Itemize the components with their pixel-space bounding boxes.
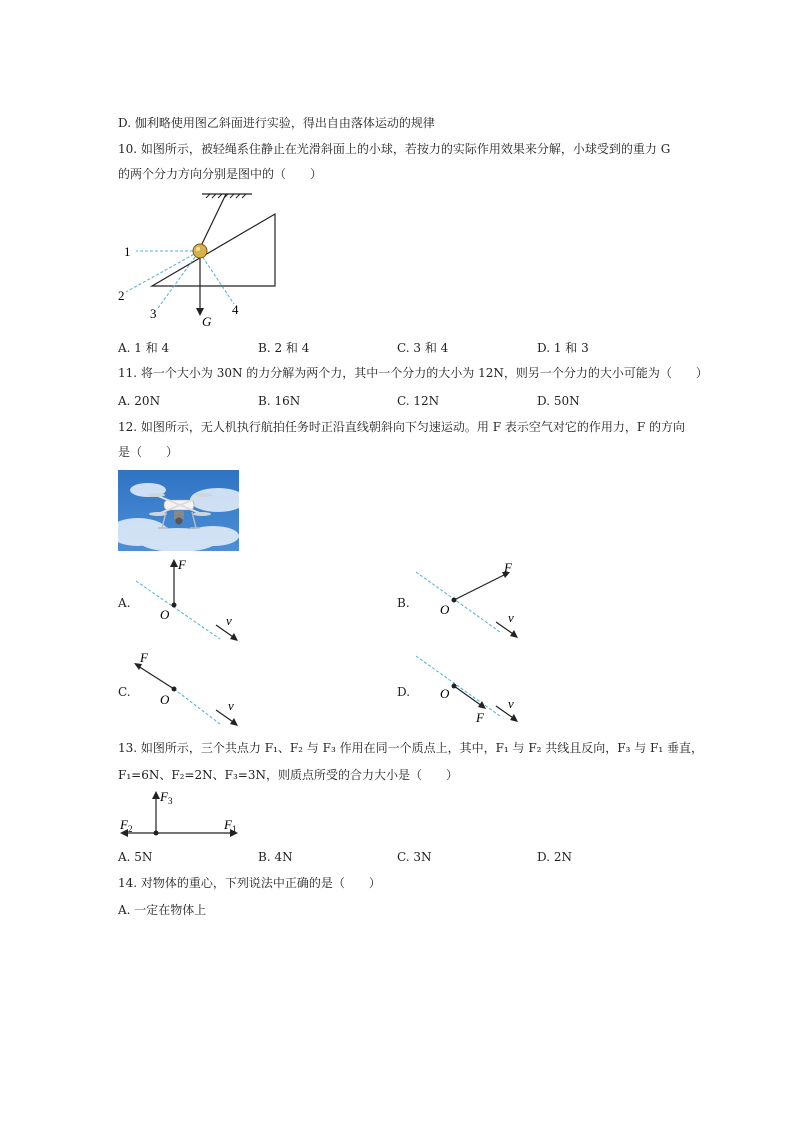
q11-option-d[interactable]: D. 50N: [537, 394, 580, 408]
q10-label-1: 1: [124, 244, 131, 259]
q13-label-f3: F: [160, 789, 168, 804]
q10-label-2: 2: [118, 288, 125, 303]
q13-stem-line1: 13. 如图所示，三个共点力 F₁、F₂ 与 F₃ 作用在同一个质点上，其中，F₁ 与 F₂ 共线且反向，F₃ 与 F₁ 垂直，: [118, 741, 704, 755]
q12b-label-v: v: [508, 610, 514, 625]
q12-option-b[interactable]: B.: [397, 596, 410, 610]
q13-stem-line2: F₁=6N、F₂=2N、F₃=3N，则质点所受的合力大小是（ ）: [118, 768, 458, 782]
svg-text:F3: [159, 789, 173, 806]
q12c-label-f: F: [140, 650, 148, 665]
q12c-label-v: v: [228, 698, 234, 713]
q13-option-c[interactable]: C. 3N: [397, 850, 432, 864]
q11-stem: 11. 将一个大小为 30N 的力分解为两个力，其中一个分力的大小为 12N，则另一个分力的大小可能为（ ）: [118, 366, 708, 380]
q11-option-c[interactable]: C. 12N: [397, 394, 440, 408]
q10-option-b[interactable]: B. 2 和 4: [258, 341, 310, 355]
q10-option-a[interactable]: A. 1 和 4: [118, 341, 170, 355]
q12b-label-o: O: [440, 602, 450, 617]
q10-figure: [110, 188, 290, 328]
q13-label-f1-sub: 1: [231, 824, 237, 834]
q13-label-f2-sub: 2: [127, 824, 133, 834]
q13-label-f3-sub: 3: [167, 796, 173, 806]
q13-label-f2: F: [120, 817, 128, 832]
q11-option-b[interactable]: B. 16N: [258, 394, 301, 408]
q12-stem-line2: 是（ ）: [118, 445, 179, 459]
q13-option-d[interactable]: D. 2N: [537, 850, 572, 864]
q12-option-d[interactable]: D.: [397, 685, 411, 699]
q12-figure-c: [130, 648, 250, 733]
q12d-label-v: v: [508, 696, 514, 711]
q10-label-4: 4: [232, 302, 239, 317]
q11-option-a[interactable]: A. 20N: [118, 394, 161, 408]
svg-text:F2: [119, 817, 132, 834]
q9-option-d: D. 伽利略使用图乙斜面进行实验，得出自由落体运动的规律: [118, 116, 435, 130]
q10-option-c[interactable]: C. 3 和 4: [397, 341, 449, 355]
q10-stem-line1: 10. 如图所示，被轻绳系住静止在光滑斜面上的小球，若按力的实际作用效果来分解，小球受到的重力 G: [118, 142, 671, 156]
q12a-label-f: F: [178, 557, 186, 572]
q10-label-g: G: [202, 314, 212, 328]
q10-label-3: 3: [150, 306, 157, 321]
q10-stem-line2: 的两个分力方向分别是图中的（ ）: [118, 167, 323, 181]
q12b-label-f: F: [504, 560, 512, 575]
q12-stem-line1: 12. 如图所示，无人机执行航拍任务时正沿直线朝斜向下匀速运动。用 F 表示空气对它的作用力，F 的方向: [118, 420, 685, 434]
q14-stem: 14. 对物体的重心，下列说法中正确的是（ ）: [118, 876, 381, 890]
q12-option-a[interactable]: A.: [118, 596, 131, 610]
q13-option-a[interactable]: A. 5N: [118, 850, 153, 864]
drone-photo: [118, 470, 239, 551]
q13-option-b[interactable]: B. 4N: [258, 850, 293, 864]
q12-figure-b: [410, 560, 530, 645]
q12-figure-d: [410, 650, 530, 730]
q12c-label-o: O: [160, 692, 170, 707]
q13-label-f1: F: [224, 817, 232, 832]
q10-option-d[interactable]: D. 1 和 3: [537, 341, 589, 355]
svg-text:F1: [223, 817, 236, 834]
q12a-label-o: O: [160, 607, 170, 622]
q12a-label-v: v: [226, 613, 232, 628]
q13-figure: [112, 785, 252, 845]
q12-figure-a: [130, 555, 250, 645]
q12d-label-o: O: [440, 686, 450, 701]
q12-option-c[interactable]: C.: [118, 685, 131, 699]
q12d-label-f: F: [476, 710, 484, 725]
q14-option-a[interactable]: A. 一定在物体上: [118, 903, 207, 917]
